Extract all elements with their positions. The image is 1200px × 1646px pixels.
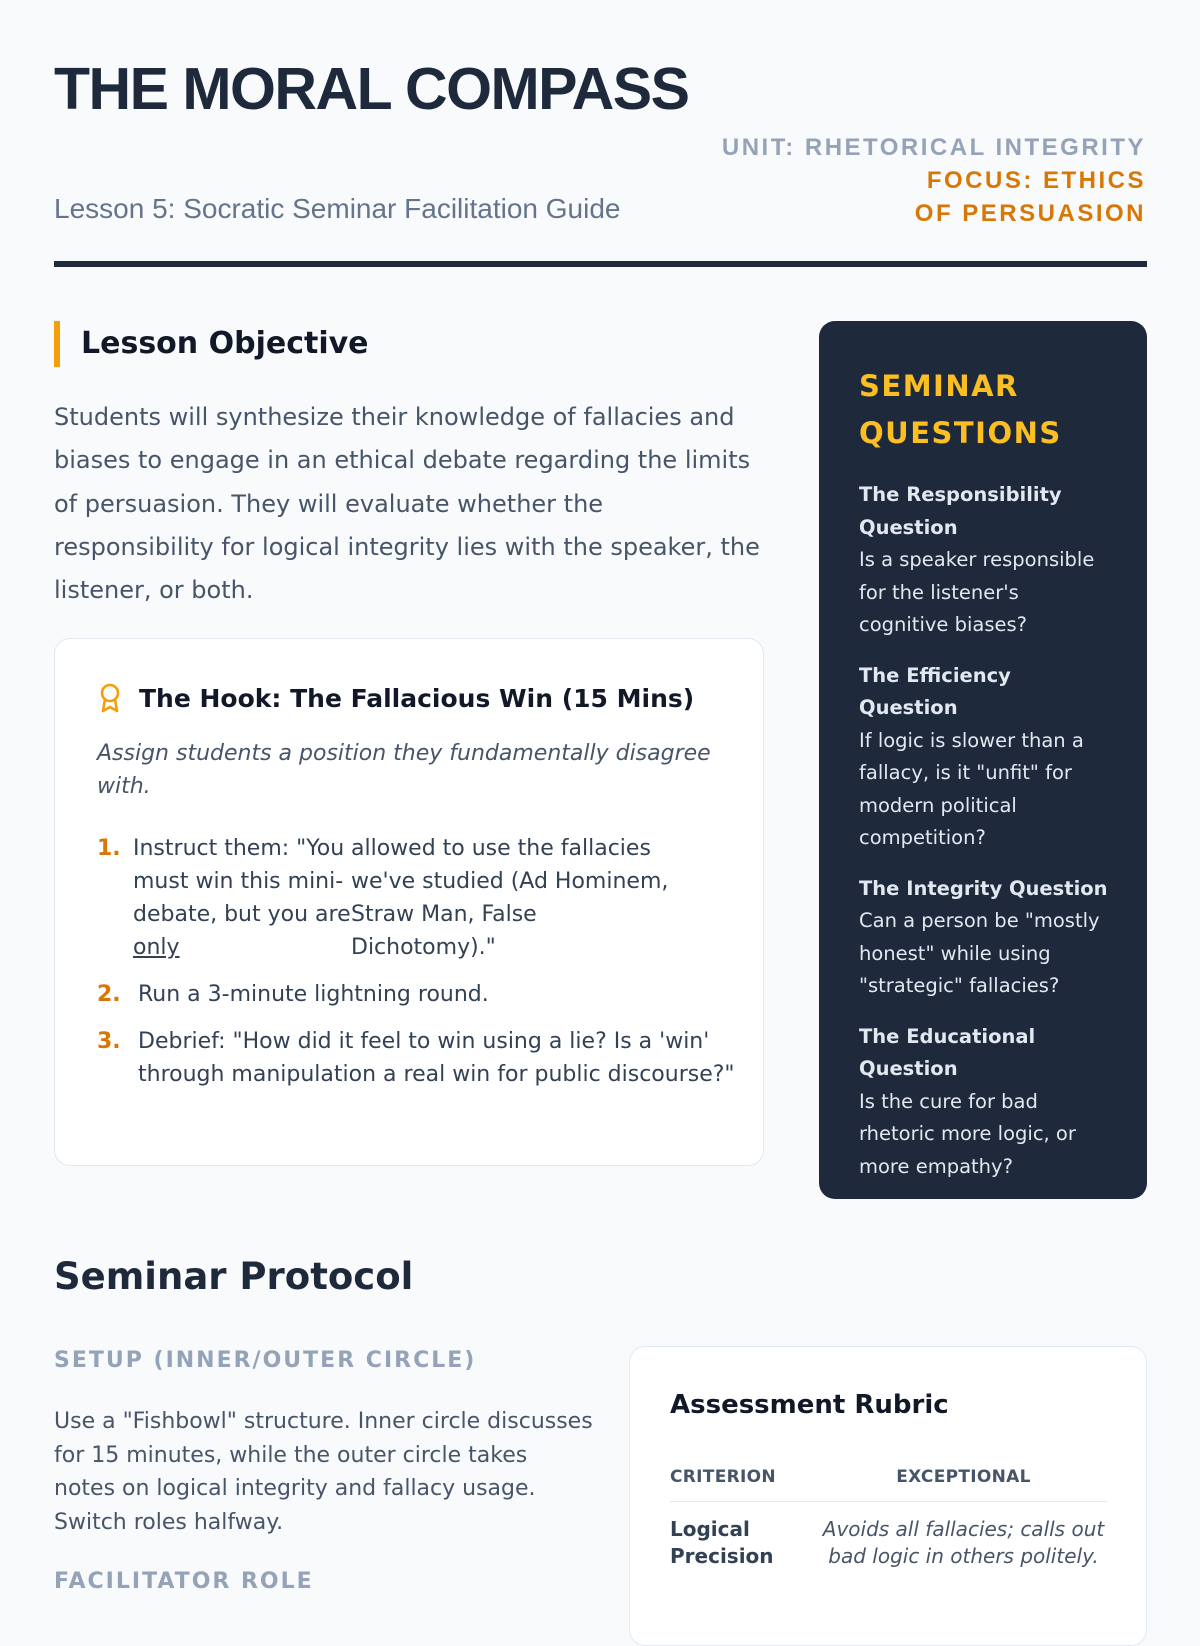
step-text: Run a 3-minute lightning round. <box>138 982 489 1007</box>
step-text-part-a: Instruct them: "You must win this mini-debate, but you are only <box>133 836 351 960</box>
objective-heading: Lesson Objective <box>54 321 369 367</box>
column-header-exceptional: EXCEPTIONAL <box>896 1467 1031 1487</box>
question-title: The Integrity Question <box>859 876 1108 900</box>
hook-steps <box>97 832 737 1105</box>
hook-title-row <box>97 683 694 713</box>
question-text: Can a person be "mostly honest" while using "strategic" fallacies? <box>859 909 1100 997</box>
seminar-questions-panel <box>819 321 1147 1199</box>
hook-card <box>54 638 764 1166</box>
question-item <box>859 873 1109 1003</box>
protocol-heading: Seminar Protocol <box>54 1255 414 1298</box>
question-title: The Educational Question <box>859 1024 1036 1080</box>
step-number: 1. <box>97 836 121 861</box>
step-text-part-b: allowed to use the fallacies we've studied (Ad Hominem, Straw Man, False Dichotomy)." <box>351 836 669 960</box>
award-icon <box>97 683 123 713</box>
exceptional-cell: Avoids all fallacies; calls out bad logic in others politely. <box>822 1517 1105 1568</box>
rubric-title: Assessment Rubric <box>670 1390 949 1420</box>
question-item <box>859 660 1109 855</box>
emphasis-only: only <box>133 935 180 960</box>
rubric-header-row <box>670 1453 1107 1502</box>
hook-title: The Hook: The Fallacious Win (15 Mins) <box>139 683 695 713</box>
setup-heading: SETUP (INNER/OUTER CIRCLE) <box>54 1348 477 1373</box>
table-row <box>670 1502 1107 1570</box>
facilitator-heading: FACILITATOR ROLE <box>54 1569 314 1594</box>
step-number: 2. <box>97 982 121 1007</box>
question-item <box>859 1021 1109 1184</box>
question-text: If logic is slower than a fallacy, is it "unfit" for modern political competition? <box>859 728 1084 849</box>
question-title: The Responsibility Question <box>859 483 1062 539</box>
unit-label: UNIT: RHETORICAL INTEGRITY <box>721 134 1146 161</box>
lesson-meta <box>686 131 1146 230</box>
criterion-cell: Logical Precision <box>670 1517 774 1568</box>
header-divider <box>54 261 1147 267</box>
setup-text: Use a "Fishbowl" structure. Inner circle discusses for 15 minutes, while the outer circle takes notes on logical integrity and fallacy usage. Switch roles halfway. <box>54 1409 593 1535</box>
list-item <box>97 978 737 1011</box>
list-item <box>97 1025 737 1091</box>
rubric-table <box>670 1453 1107 1570</box>
question-item <box>859 479 1109 642</box>
step-text: Debrief: "How did it feel to win using a lie? Is a 'win' through manipulation a real win for public discourse?" <box>138 1029 735 1087</box>
question-text: Is the cure for bad rhetoric more logic, or more empathy? <box>859 1089 1076 1178</box>
page-subtitle: Lesson 5: Socratic Seminar Facilitation Guide <box>54 193 621 224</box>
question-title: The Efficiency Question <box>859 663 1011 719</box>
panel-title: SEMINAR QUESTIONS <box>859 369 1062 450</box>
column-header-criterion: CRITERION <box>670 1467 776 1487</box>
question-text: Is a speaker responsible for the listener's cognitive biases? <box>859 548 1095 636</box>
focus-label: FOCUS: ETHICS OF PERSUASION <box>914 167 1146 227</box>
list-item <box>97 832 737 964</box>
hook-instruction: Assign students a position they fundamentally disagree with. <box>97 741 711 799</box>
objective-text: Students will synthesize their knowledge of fallacies and biases to engage in an ethical debate regarding the limits of persuasion. They will evaluate whether the responsibility for logical integrity lies with the speaker, the listener, or both. <box>54 403 760 605</box>
step-number: 3. <box>97 1029 121 1054</box>
rubric-card <box>629 1346 1147 1646</box>
page-title: THE MORAL COMPASS <box>54 56 689 122</box>
